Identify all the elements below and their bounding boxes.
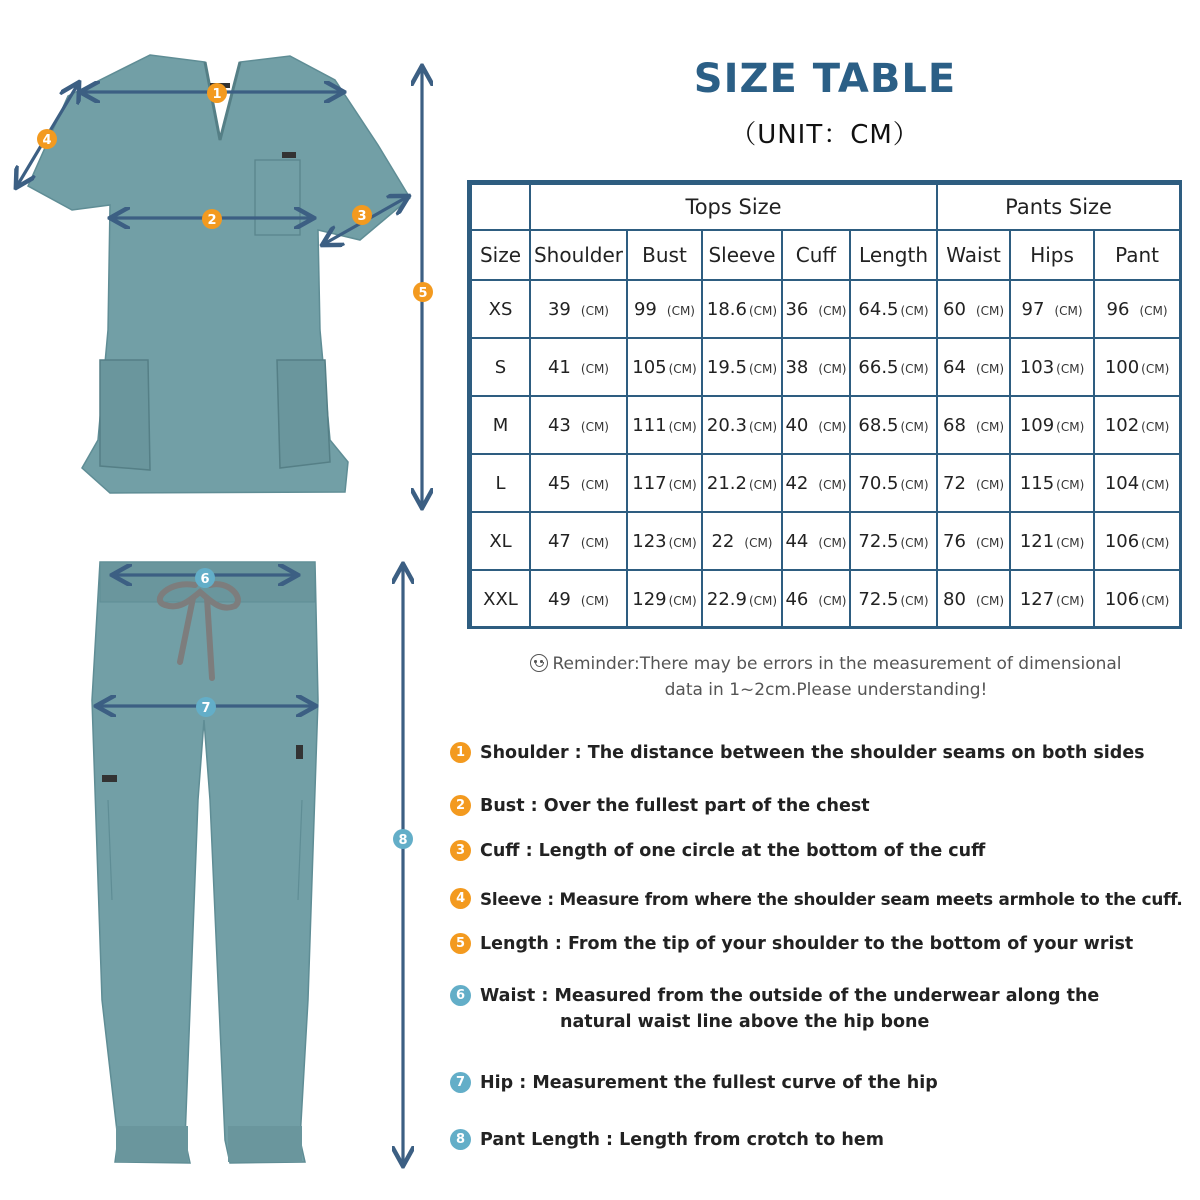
unit-suffix: (CM)	[668, 361, 697, 376]
unit-suffix: (CM)	[975, 477, 1005, 492]
length-cell	[850, 512, 937, 570]
size-cell: XXL	[471, 570, 530, 628]
pant-cell	[1094, 338, 1180, 396]
unit-suffix: (CM)	[668, 535, 697, 550]
page-title: SIZE TABLE	[693, 56, 957, 102]
definition-hip	[450, 1070, 1195, 1096]
number-badge: 1	[450, 742, 471, 763]
column-header: Size	[471, 230, 530, 280]
unit-suffix: (CM)	[975, 593, 1005, 608]
hips-cell	[1010, 512, 1094, 570]
table-row	[471, 512, 1180, 570]
cell-value: 68	[943, 414, 966, 436]
number-badge: 7	[450, 1072, 471, 1093]
definition-sleeve	[450, 886, 1195, 912]
sleeve-cell	[702, 338, 782, 396]
unit-suffix: (CM)	[975, 419, 1005, 434]
unit-suffix: (CM)	[748, 477, 778, 492]
length-cell	[850, 454, 937, 512]
definition-text: Sleeve : Measure from where the shoulder seam meets armhole to the cuff.	[480, 889, 1183, 909]
cell-value: 46	[785, 588, 809, 610]
column-header: Sleeve	[702, 230, 782, 280]
cell-value: 40	[785, 414, 809, 436]
svg-text:7: 7	[201, 701, 211, 716]
unit-suffix: (CM)	[1056, 535, 1085, 550]
column-header: Waist	[937, 230, 1010, 280]
cell-value: 127	[1019, 588, 1055, 610]
number-badge: 6	[450, 985, 471, 1006]
cell-value: 22	[711, 530, 735, 552]
shoulder-cell	[530, 280, 627, 338]
pant-cell	[1094, 570, 1180, 628]
definition-shoulder	[450, 740, 1195, 766]
shoulder-cell	[530, 454, 627, 512]
unit-suffix: (CM)	[1056, 477, 1085, 492]
size-table-body	[471, 280, 1180, 628]
unit-suffix: (CM)	[668, 477, 697, 492]
definition-length	[450, 931, 1195, 957]
definition-text: Pant Length : Length from crotch to hem	[480, 1130, 884, 1150]
waist-cell	[937, 570, 1010, 628]
cell-value: 72	[943, 472, 966, 494]
size-table	[467, 180, 1182, 629]
unit-suffix: (CM)	[748, 303, 778, 318]
unit-suffix: (CM)	[748, 593, 778, 608]
smile-icon	[530, 654, 548, 672]
sleeve-cell	[702, 454, 782, 512]
waist-cell	[937, 512, 1010, 570]
cell-value: 104	[1104, 472, 1140, 494]
table-row	[471, 280, 1180, 338]
unit-suffix: (CM)	[668, 593, 697, 608]
cell-value: 49	[547, 588, 571, 610]
cuff-cell	[782, 338, 850, 396]
cell-value: 115	[1019, 472, 1055, 494]
unit-suffix: (CM)	[668, 419, 697, 434]
cell-value: 76	[943, 530, 966, 552]
length-cell	[850, 338, 937, 396]
cell-value: 43	[547, 414, 571, 436]
cell-value: 72.5	[858, 530, 899, 552]
svg-text:4: 4	[42, 133, 52, 148]
unit-suffix: (CM)	[818, 593, 847, 608]
bust-cell	[627, 570, 702, 628]
waist-cell	[937, 396, 1010, 454]
definition-text: Waist : Measured from the outside of the underwear along the	[480, 986, 1100, 1006]
definition-text: Length : From the tip of your shoulder to the bottom of your wrist	[480, 934, 1134, 954]
unit-suffix: (CM)	[1141, 535, 1170, 550]
cell-value: 103	[1019, 356, 1055, 378]
unit-suffix: (CM)	[900, 477, 929, 492]
table-row	[471, 454, 1180, 512]
shoulder-cell	[530, 338, 627, 396]
cell-value: 66.5	[858, 356, 899, 378]
unit-suffix: (CM)	[900, 419, 929, 434]
svg-text:5: 5	[418, 286, 428, 301]
marker-5	[413, 282, 433, 302]
cell-value: 38	[785, 356, 809, 378]
shoulder-cell	[530, 570, 627, 628]
unit-suffix: (CM)	[1141, 593, 1170, 608]
bust-cell	[627, 338, 702, 396]
pant-cell	[1094, 280, 1180, 338]
unit-suffix: (CM)	[818, 419, 847, 434]
table-row	[471, 396, 1180, 454]
unit-suffix: (CM)	[580, 361, 609, 376]
unit-suffix: (CM)	[1056, 361, 1085, 376]
unit-suffix: (CM)	[1056, 593, 1085, 608]
marker-6	[195, 568, 215, 588]
column-header: Length	[850, 230, 937, 280]
waist-cell	[937, 280, 1010, 338]
column-header: Bust	[627, 230, 702, 280]
size-cell: L	[471, 454, 530, 512]
marker-1	[207, 83, 227, 103]
column-header: Hips	[1010, 230, 1094, 280]
definition-text: Shoulder : The distance between the shoulder seams on both sides	[480, 743, 1145, 763]
column-header: Pant	[1094, 230, 1180, 280]
cell-value: 123	[632, 530, 667, 552]
cell-value: 106	[1104, 588, 1140, 610]
cuff-cell	[782, 396, 850, 454]
number-badge: 5	[450, 933, 471, 954]
bust-cell	[627, 454, 702, 512]
cell-value: 64	[943, 356, 966, 378]
cell-value: 97	[1021, 298, 1045, 320]
cuff-cell	[782, 280, 850, 338]
cell-value: 111	[632, 414, 667, 436]
scrub-pants-figure	[92, 562, 318, 1163]
hips-cell	[1010, 454, 1094, 512]
length-cell	[850, 396, 937, 454]
cell-value: 20.3	[706, 414, 747, 436]
cell-value: 129	[632, 588, 667, 610]
size-cell: M	[471, 396, 530, 454]
marker-3	[352, 205, 372, 225]
number-badge: 8	[450, 1129, 471, 1150]
cell-value: 42	[785, 472, 809, 494]
cell-value: 60	[943, 298, 966, 320]
definition-cuff	[450, 838, 1195, 864]
svg-text:1: 1	[212, 87, 222, 102]
cell-value: 36	[785, 298, 809, 320]
cell-value: 80	[943, 588, 966, 610]
cell-value: 109	[1019, 414, 1055, 436]
cell-value: 22.9	[706, 588, 747, 610]
definition-waist	[450, 983, 1195, 1035]
unit-suffix: (CM)	[1056, 419, 1085, 434]
size-cell: XS	[471, 280, 530, 338]
waist-cell	[937, 454, 1010, 512]
definition-text: Cuff : Length of one circle at the bottom of the cuff	[480, 841, 986, 861]
unit-suffix: (CM)	[900, 593, 929, 608]
unit-suffix: (CM)	[1141, 361, 1170, 376]
size-cell: XL	[471, 512, 530, 570]
hips-cell	[1010, 570, 1094, 628]
scrub-top-figure	[28, 55, 410, 493]
cell-value: 102	[1104, 414, 1140, 436]
cell-value: 47	[547, 530, 571, 552]
cuff-cell	[782, 512, 850, 570]
cell-value: 68.5	[858, 414, 899, 436]
cell-value: 70.5	[858, 472, 899, 494]
hips-cell	[1010, 280, 1094, 338]
sleeve-cell	[702, 512, 782, 570]
unit-suffix: (CM)	[744, 535, 773, 550]
bust-cell	[627, 396, 702, 454]
unit-suffix: (CM)	[1054, 303, 1083, 318]
shoulder-cell	[530, 396, 627, 454]
unit-suffix: (CM)	[900, 361, 929, 376]
sleeve-cell	[702, 570, 782, 628]
cell-value: 99	[633, 298, 657, 320]
unit-suffix: (CM)	[580, 303, 609, 318]
cell-value: 41	[547, 356, 571, 378]
pant-cell	[1094, 396, 1180, 454]
unit-suffix: (CM)	[900, 303, 929, 318]
unit-suffix: (CM)	[818, 303, 847, 318]
cell-value: 64.5	[858, 298, 899, 320]
unit-suffix: (CM)	[1139, 303, 1168, 318]
unit-suffix: (CM)	[748, 419, 778, 434]
cell-value: 19.5	[706, 356, 747, 378]
cell-value: 100	[1104, 356, 1140, 378]
table-row	[471, 570, 1180, 628]
cell-value: 72.5	[858, 588, 899, 610]
hips-cell	[1010, 396, 1094, 454]
column-header: Shoulder	[530, 230, 627, 280]
column-header: Cuff	[782, 230, 850, 280]
unit-suffix: (CM)	[975, 535, 1005, 550]
unit-suffix: (CM)	[818, 477, 847, 492]
unit-suffix: (CM)	[580, 535, 609, 550]
length-cell	[850, 570, 937, 628]
bust-cell	[627, 280, 702, 338]
svg-text:3: 3	[357, 209, 367, 224]
reminder-line-2: data in 1~2cm.Please understanding!	[664, 680, 988, 700]
length-cell	[850, 280, 937, 338]
unit-suffix: (CM)	[666, 303, 695, 318]
size-cell: S	[471, 338, 530, 396]
pants-size-header: Pants Size	[937, 184, 1180, 230]
table-corner-cell	[471, 184, 530, 230]
number-badge: 4	[450, 888, 471, 909]
reminder-line-1: Reminder:There may be errors in the measurement of dimensional	[552, 654, 1122, 674]
cuff-cell	[782, 570, 850, 628]
cell-value: 45	[547, 472, 571, 494]
number-badge: 3	[450, 840, 471, 861]
unit-suffix: (CM)	[748, 361, 778, 376]
sleeve-cell	[702, 396, 782, 454]
unit-suffix: (CM)	[1141, 477, 1170, 492]
unit-suffix: (CM)	[1141, 419, 1170, 434]
waist-cell	[937, 338, 1010, 396]
unit-suffix: (CM)	[900, 535, 929, 550]
unit-suffix: (CM)	[580, 477, 609, 492]
marker-4	[37, 129, 57, 149]
cell-value: 21.2	[706, 472, 747, 494]
hips-cell	[1010, 338, 1094, 396]
svg-text:6: 6	[200, 572, 210, 587]
unit-label: （UNIT：CM）	[730, 120, 920, 150]
cell-value: 117	[632, 472, 667, 494]
definition-text: Hip : Measurement the fullest curve of the hip	[480, 1073, 938, 1093]
marker-8	[393, 829, 413, 849]
unit-suffix: (CM)	[580, 419, 609, 434]
svg-text:8: 8	[398, 833, 408, 848]
pant-cell	[1094, 454, 1180, 512]
pant-cell	[1094, 512, 1180, 570]
number-badge: 2	[450, 795, 471, 816]
cell-value: 44	[785, 530, 809, 552]
cell-value: 106	[1104, 530, 1140, 552]
sleeve-cell	[702, 280, 782, 338]
cell-value: 105	[632, 356, 667, 378]
unit-suffix: (CM)	[975, 303, 1005, 318]
tops-size-header: Tops Size	[530, 184, 937, 230]
garment-illustration	[0, 0, 450, 1200]
unit-suffix: (CM)	[818, 535, 847, 550]
reminder-note	[470, 651, 1182, 703]
definition-pant-length	[450, 1127, 1195, 1153]
cell-value: 18.6	[706, 298, 747, 320]
cuff-cell	[782, 454, 850, 512]
shoulder-cell	[530, 512, 627, 570]
definition-bust	[450, 793, 1195, 819]
marker-7	[196, 697, 216, 717]
definition-text-continued: natural waist line above the hip bone	[560, 1012, 930, 1032]
cell-value: 121	[1019, 530, 1055, 552]
cell-value: 39	[547, 298, 571, 320]
definition-text: Bust : Over the fullest part of the chest	[480, 796, 870, 816]
unit-suffix: (CM)	[580, 593, 609, 608]
cell-value: 96	[1106, 298, 1130, 320]
unit-suffix: (CM)	[818, 361, 847, 376]
table-row	[471, 338, 1180, 396]
unit-suffix: (CM)	[975, 361, 1005, 376]
svg-text:2: 2	[207, 213, 217, 228]
marker-2	[202, 209, 222, 229]
bust-cell	[627, 512, 702, 570]
